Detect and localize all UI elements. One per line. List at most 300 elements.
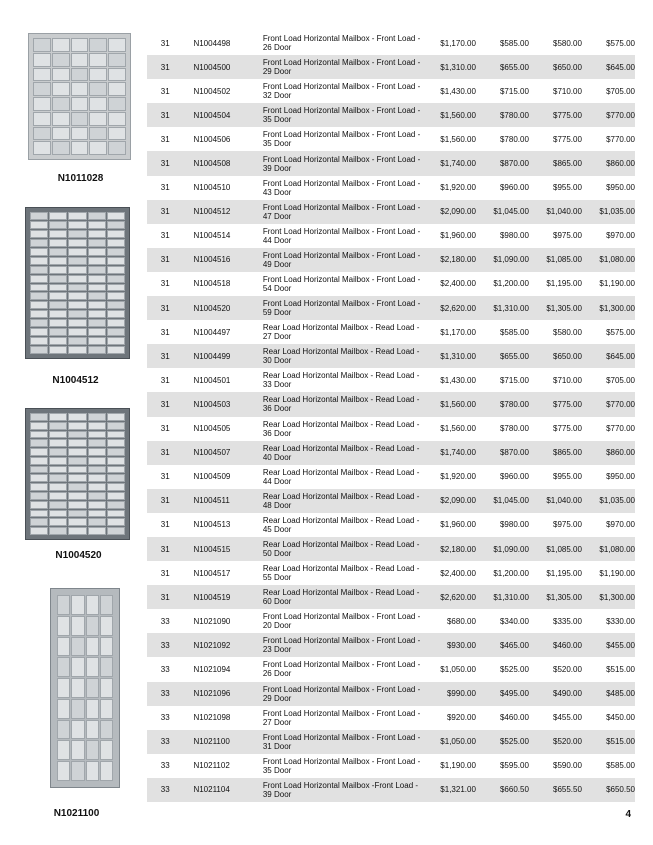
mailbox-door xyxy=(100,740,113,760)
mailbox-door xyxy=(49,248,67,256)
catalog-page-cell: 31 xyxy=(147,537,183,561)
price-cell: $950.00 xyxy=(606,183,635,193)
mailbox-door xyxy=(108,38,126,52)
mailbox-door xyxy=(49,257,67,265)
mailbox-door xyxy=(107,501,125,509)
mailbox-door xyxy=(107,337,125,345)
product-code: N1004512 xyxy=(52,375,99,386)
mailbox-door xyxy=(88,212,106,220)
item-number-cell: N1004499 xyxy=(183,344,258,368)
catalog-page-cell: 31 xyxy=(160,520,170,530)
mailbox-door xyxy=(108,82,126,96)
price-cell: $870.00 xyxy=(476,441,529,465)
price-cell: $1,090.00 xyxy=(476,248,529,272)
price-cell: $525.00 xyxy=(499,664,529,674)
table-row xyxy=(147,706,635,730)
mailbox-door xyxy=(71,97,89,111)
price-cell: $1,305.00 xyxy=(529,585,582,609)
mailbox-door xyxy=(88,257,106,265)
mailbox-door xyxy=(107,474,125,482)
mailbox-door xyxy=(88,310,106,318)
mailbox-door xyxy=(71,595,84,615)
catalog-page-cell: 31 xyxy=(147,441,183,465)
mailbox-door xyxy=(107,212,125,220)
description-cell: Rear Load Horizontal Mailbox - Read Load - 50 Door xyxy=(259,537,421,561)
price-cell: $2,400.00 xyxy=(440,568,476,578)
mailbox-doors xyxy=(30,413,125,535)
mailbox-door xyxy=(49,266,67,274)
mailbox-door xyxy=(30,466,48,474)
mailbox-door xyxy=(30,413,48,421)
mailbox-door xyxy=(68,221,86,229)
description-cell: Front Load Horizontal Mailbox - Front Load - 47 Door xyxy=(259,200,421,224)
item-number-cell: N1004505 xyxy=(193,424,231,434)
mailbox-door xyxy=(68,466,86,474)
mailbox-door xyxy=(107,292,125,300)
description-cell: Front Load Horizontal Mailbox - Front Load - 20 Door xyxy=(262,612,421,631)
mailbox-door xyxy=(71,127,89,141)
price-cell: $585.00 xyxy=(499,38,529,48)
mailbox-door xyxy=(86,657,99,677)
mailbox-door xyxy=(88,284,106,292)
mailbox-door xyxy=(89,68,107,82)
catalog-page-cell: 31 xyxy=(160,568,170,578)
table-row xyxy=(147,320,635,344)
table-row xyxy=(147,585,635,609)
mailbox-door xyxy=(107,431,125,439)
price-cell: $580.00 xyxy=(553,38,582,48)
item-number-cell: N1021100 xyxy=(183,730,258,754)
mailbox-door xyxy=(68,346,86,354)
item-number-cell: N1004500 xyxy=(183,55,258,79)
price-cell: $1,085.00 xyxy=(529,537,582,561)
price-cell: $975.00 xyxy=(553,520,582,530)
mailbox-doors xyxy=(57,595,113,781)
description-cell: Rear Load Horizontal Mailbox - Read Load - 40 Door xyxy=(259,441,421,465)
mailbox-door xyxy=(107,221,125,229)
price-cell: $1,960.00 xyxy=(440,520,476,530)
catalog-page-cell: 31 xyxy=(147,392,183,416)
price-cell: $1,050.00 xyxy=(421,730,476,754)
mailbox-door xyxy=(68,319,86,327)
description-cell: Front Load Horizontal Mailbox - Front Load - 23 Door xyxy=(259,633,421,657)
price-cell: $1,090.00 xyxy=(476,537,529,561)
price-cell: $575.00 xyxy=(606,38,635,48)
mailbox-door xyxy=(49,483,67,491)
item-number-cell: N1021104 xyxy=(183,778,258,802)
price-cell: $1,200.00 xyxy=(493,568,529,578)
item-number-cell: N1004498 xyxy=(193,38,231,48)
description-cell: Rear Load Horizontal Mailbox - Read Load - 36 Door xyxy=(262,419,420,438)
mailbox-door xyxy=(52,127,70,141)
description-cell: Front Load Horizontal Mailbox - Front Load - 35 Door xyxy=(259,103,421,127)
price-cell: $715.00 xyxy=(499,375,529,385)
table-row xyxy=(147,633,635,657)
price-cell: $2,620.00 xyxy=(421,296,476,320)
description-cell: Front Load Horizontal Mailbox - Front Load - 54 Door xyxy=(262,274,421,293)
mailbox-door xyxy=(107,457,125,465)
item-number-cell: N1004504 xyxy=(183,103,258,127)
price-cell: $1,190.00 xyxy=(440,761,476,771)
mailbox-door xyxy=(49,275,67,283)
mailbox-door xyxy=(89,112,107,126)
mailbox-door xyxy=(89,127,107,141)
mailbox-door xyxy=(68,527,86,535)
mailbox-door xyxy=(30,346,48,354)
item-number-cell: N1004514 xyxy=(193,231,231,241)
mailbox-door xyxy=(52,141,70,155)
item-number-cell: N1004501 xyxy=(193,375,231,385)
description-cell: Front Load Horizontal Mailbox - Front Load - 49 Door xyxy=(259,248,421,272)
mailbox-door xyxy=(57,678,70,698)
catalog-page-cell: 31 xyxy=(147,344,183,368)
price-cell: $1,045.00 xyxy=(476,200,529,224)
price-cell: $1,040.00 xyxy=(529,200,582,224)
price-cell: $455.00 xyxy=(553,713,582,723)
price-cell: $2,090.00 xyxy=(421,200,476,224)
mailbox-door xyxy=(88,422,106,430)
price-cell: $1,085.00 xyxy=(529,248,582,272)
price-cell: $655.00 xyxy=(476,55,529,79)
price-cell: $990.00 xyxy=(421,682,476,706)
mailbox-door xyxy=(49,221,67,229)
price-cell: $780.00 xyxy=(499,424,529,434)
price-cell: $485.00 xyxy=(582,682,635,706)
price-cell: $585.00 xyxy=(499,327,529,337)
table-row xyxy=(147,127,635,151)
price-cell: $1,035.00 xyxy=(582,200,635,224)
mailbox-door xyxy=(71,112,89,126)
table-row xyxy=(147,730,635,754)
mailbox-door xyxy=(33,97,51,111)
mailbox-door xyxy=(88,518,106,526)
price-cell: $575.00 xyxy=(606,327,635,337)
mailbox-door xyxy=(88,319,106,327)
price-cell: $860.00 xyxy=(582,441,635,465)
price-cell: $710.00 xyxy=(553,375,582,385)
price-cell: $655.00 xyxy=(476,344,529,368)
price-cell: $1,560.00 xyxy=(421,392,476,416)
price-cell: $2,400.00 xyxy=(440,279,476,289)
item-number-cell: N1021098 xyxy=(193,713,231,723)
price-cell: $1,170.00 xyxy=(440,38,476,48)
mailbox-door xyxy=(108,68,126,82)
price-cell: $1,040.00 xyxy=(529,489,582,513)
description-cell: Rear Load Horizontal Mailbox - Read Load - 44 Door xyxy=(262,467,420,486)
mailbox-door xyxy=(49,337,67,345)
catalog-page-cell: 31 xyxy=(160,86,170,96)
price-cell: $595.00 xyxy=(499,761,529,771)
mailbox-door xyxy=(86,678,99,698)
price-cell: $680.00 xyxy=(446,616,476,626)
table-row xyxy=(147,151,635,175)
mailbox-door xyxy=(107,510,125,518)
price-cell: $515.00 xyxy=(606,664,635,674)
mailbox-door xyxy=(68,301,86,309)
mailbox-door xyxy=(30,301,48,309)
mailbox-door xyxy=(57,720,70,740)
mailbox-door xyxy=(49,431,67,439)
catalog-page-cell: 33 xyxy=(160,713,170,723)
price-cell: $780.00 xyxy=(476,392,529,416)
mailbox-door xyxy=(88,248,106,256)
mailbox-door xyxy=(100,720,113,740)
mailbox-door xyxy=(100,761,113,781)
mailbox-door xyxy=(86,616,99,636)
mailbox-door xyxy=(33,82,51,96)
item-number-cell: N1004510 xyxy=(193,183,231,193)
mailbox-door xyxy=(71,38,89,52)
catalog-page-cell: 33 xyxy=(160,761,170,771)
price-cell: $1,310.00 xyxy=(476,585,529,609)
mailbox-door xyxy=(68,518,86,526)
mailbox-image xyxy=(25,408,130,540)
mailbox-door xyxy=(52,38,70,52)
mailbox-door xyxy=(71,53,89,67)
mailbox-door xyxy=(49,328,67,336)
mailbox-door xyxy=(68,328,86,336)
price-cell: $450.00 xyxy=(606,713,635,723)
mailbox-door xyxy=(49,527,67,535)
table-row xyxy=(147,200,635,224)
price-cell: $1,300.00 xyxy=(582,585,635,609)
price-cell: $865.00 xyxy=(529,151,582,175)
mailbox-door xyxy=(88,492,106,500)
mailbox-door xyxy=(30,492,48,500)
mailbox-door xyxy=(49,301,67,309)
catalog-page-cell: 31 xyxy=(147,151,183,175)
mailbox-door xyxy=(100,637,113,657)
mailbox-door xyxy=(30,518,48,526)
mailbox-door xyxy=(68,284,86,292)
description-cell: Front Load Horizontal Mailbox - Front Load - 31 Door xyxy=(259,730,421,754)
catalog-page-cell: 31 xyxy=(160,327,170,337)
price-cell: $770.00 xyxy=(582,103,635,127)
item-number-cell: N1004502 xyxy=(193,86,231,96)
price-cell: $920.00 xyxy=(446,713,476,723)
mailbox-door xyxy=(52,97,70,111)
mailbox-door xyxy=(89,53,107,67)
mailbox-door xyxy=(107,301,125,309)
table-row xyxy=(147,754,635,778)
description-cell: Front Load Horizontal Mailbox - Front Load - 29 Door xyxy=(259,55,421,79)
mailbox-door xyxy=(107,257,125,265)
mailbox-door xyxy=(108,112,126,126)
product-code: N1021100 xyxy=(53,808,100,819)
mailbox-door xyxy=(33,112,51,126)
mailbox-door xyxy=(88,275,106,283)
item-number-cell: N1004517 xyxy=(193,568,231,578)
description-cell: Front Load Horizontal Mailbox - Front Load - 32 Door xyxy=(262,82,421,101)
mailbox-door xyxy=(71,720,84,740)
description-cell: Front Load Horizontal Mailbox - Front Load - 27 Door xyxy=(262,708,421,727)
price-cell: $1,050.00 xyxy=(440,664,476,674)
description-cell: Front Load Horizontal Mailbox - Front Load - 26 Door xyxy=(262,660,421,679)
mailbox-door xyxy=(30,448,48,456)
mailbox-door xyxy=(88,431,106,439)
catalog-page-cell: 31 xyxy=(147,103,183,127)
catalog-page-cell: 31 xyxy=(160,231,170,241)
description-cell: Front Load Horizontal Mailbox - Front Load - 44 Door xyxy=(262,226,421,245)
mailbox-door xyxy=(88,239,106,247)
item-number-cell: N1021102 xyxy=(193,761,230,771)
table-row xyxy=(147,368,635,392)
description-cell: Front Load Horizontal Mailbox - Front Load - 35 Door xyxy=(262,756,421,775)
mailbox-door xyxy=(68,422,86,430)
item-number-cell: N1004511 xyxy=(183,489,258,513)
catalog-page-cell: 31 xyxy=(147,585,183,609)
mailbox-door xyxy=(30,422,48,430)
mailbox-door xyxy=(49,422,67,430)
price-cell: $960.00 xyxy=(499,183,529,193)
mailbox-door xyxy=(71,82,89,96)
price-table xyxy=(147,31,635,802)
price-cell: $710.00 xyxy=(553,86,582,96)
mailbox-door xyxy=(68,266,86,274)
mailbox-door xyxy=(100,595,113,615)
table-row xyxy=(147,224,635,248)
mailbox-door xyxy=(88,457,106,465)
mailbox-door xyxy=(100,699,113,719)
mailbox-door xyxy=(68,292,86,300)
mailbox-door xyxy=(88,337,106,345)
table-row xyxy=(147,344,635,368)
mailbox-door xyxy=(88,483,106,491)
price-cell: $1,080.00 xyxy=(582,248,635,272)
price-cell: $775.00 xyxy=(529,103,582,127)
price-cell: $1,740.00 xyxy=(421,151,476,175)
price-cell: $335.00 xyxy=(553,616,582,626)
description-cell: Front Load Horizontal Mailbox - Front Load - 35 Door xyxy=(262,130,421,149)
price-cell: $1,740.00 xyxy=(421,441,476,465)
table-row xyxy=(147,537,635,561)
price-cell: $660.50 xyxy=(476,778,529,802)
table-row xyxy=(147,31,635,55)
mailbox-door xyxy=(88,413,106,421)
mailbox-door xyxy=(30,457,48,465)
mailbox-image xyxy=(28,33,131,160)
mailbox-door xyxy=(71,616,84,636)
mailbox-door xyxy=(107,319,125,327)
description-cell: Front Load Horizontal Mailbox - Front Load - 26 Door xyxy=(262,34,421,53)
mailbox-door xyxy=(30,275,48,283)
mailbox-door xyxy=(49,346,67,354)
mailbox-door xyxy=(107,466,125,474)
mailbox-door xyxy=(68,492,86,500)
mailbox-door xyxy=(49,501,67,509)
mailbox-door xyxy=(57,740,70,760)
mailbox-door xyxy=(68,457,86,465)
price-cell: $930.00 xyxy=(421,633,476,657)
price-cell: $1,195.00 xyxy=(546,568,582,578)
description-cell: Rear Load Horizontal Mailbox - Read Load - 45 Door xyxy=(262,515,420,534)
price-cell: $520.00 xyxy=(529,730,582,754)
catalog-page-cell: 31 xyxy=(147,248,183,272)
price-cell: $520.00 xyxy=(553,664,582,674)
mailbox-door xyxy=(107,483,125,491)
mailbox-door xyxy=(108,127,126,141)
mailbox-door xyxy=(49,239,67,247)
mailbox-door xyxy=(57,616,70,636)
table-row xyxy=(147,657,635,681)
mailbox-door xyxy=(100,678,113,698)
table-row xyxy=(147,778,635,802)
mailbox-door xyxy=(88,328,106,336)
mailbox-door xyxy=(107,492,125,500)
price-cell: $955.00 xyxy=(553,183,582,193)
mailbox-door xyxy=(49,413,67,421)
price-cell: $970.00 xyxy=(606,520,635,530)
item-number-cell: N1004509 xyxy=(193,472,231,482)
price-cell: $1,920.00 xyxy=(440,472,476,482)
description-cell: Front Load Horizontal Mailbox - Front Load - 29 Door xyxy=(259,682,421,706)
mailbox-door xyxy=(107,527,125,535)
mailbox-door xyxy=(107,266,125,274)
mailbox-door xyxy=(108,141,126,155)
mailbox-door xyxy=(68,501,86,509)
price-cell: $490.00 xyxy=(529,682,582,706)
mailbox-door xyxy=(49,457,67,465)
mailbox-door xyxy=(88,510,106,518)
mailbox-door xyxy=(71,68,89,82)
catalog-page-cell: 33 xyxy=(160,616,170,626)
mailbox-door xyxy=(68,239,86,247)
mailbox-door xyxy=(88,501,106,509)
mailbox-door xyxy=(30,310,48,318)
mailbox-door xyxy=(100,616,113,636)
table-row xyxy=(147,79,635,103)
price-cell: $650.00 xyxy=(529,344,582,368)
table-row xyxy=(147,55,635,79)
item-number-cell: N1004507 xyxy=(183,441,258,465)
price-cell: $1,310.00 xyxy=(476,296,529,320)
price-cell: $2,090.00 xyxy=(421,489,476,513)
price-cell: $970.00 xyxy=(606,231,635,241)
mailbox-door xyxy=(30,337,48,345)
price-cell: $645.00 xyxy=(582,344,635,368)
mailbox-door xyxy=(49,466,67,474)
catalog-page-cell: 31 xyxy=(160,183,170,193)
table-row xyxy=(147,272,635,296)
mailbox-door xyxy=(49,284,67,292)
catalog-page-cell: 31 xyxy=(160,472,170,482)
mailbox-door xyxy=(30,527,48,535)
description-cell: Front Load Horizontal Mailbox -Front Load - 39 Door xyxy=(259,778,421,802)
table-row xyxy=(147,296,635,320)
price-cell: $1,190.00 xyxy=(599,279,635,289)
mailbox-door xyxy=(68,413,86,421)
mailbox-door xyxy=(71,657,84,677)
mailbox-door xyxy=(88,266,106,274)
item-number-cell: N1004516 xyxy=(183,248,258,272)
mailbox-doors xyxy=(30,212,125,354)
description-cell: Rear Load Horizontal Mailbox - Read Load - 30 Door xyxy=(259,344,421,368)
price-cell: $460.00 xyxy=(529,633,582,657)
table-row xyxy=(147,103,635,127)
price-cell: $580.00 xyxy=(553,327,582,337)
description-cell: Rear Load Horizontal Mailbox - Read Load - 48 Door xyxy=(259,489,421,513)
description-cell: Rear Load Horizontal Mailbox - Read Load - 33 Door xyxy=(262,371,420,390)
mailbox-door xyxy=(57,595,70,615)
mailbox-door xyxy=(30,230,48,238)
item-number-cell: N1004518 xyxy=(193,279,231,289)
catalog-page-cell: 31 xyxy=(147,200,183,224)
mailbox-door xyxy=(33,141,51,155)
price-cell: $650.00 xyxy=(529,55,582,79)
mailbox-door xyxy=(71,740,84,760)
mailbox-door xyxy=(30,284,48,292)
mailbox-door xyxy=(68,448,86,456)
